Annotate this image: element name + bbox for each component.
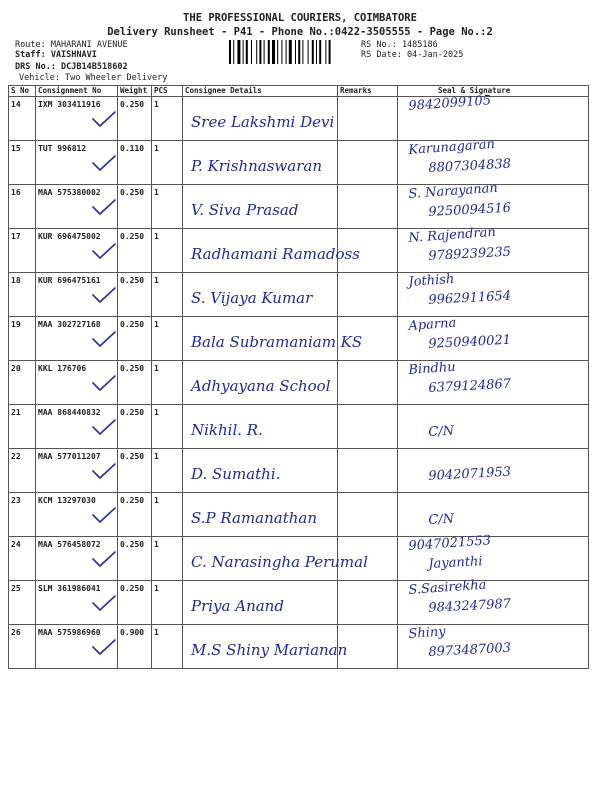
- remarks-cell: [338, 405, 398, 449]
- seal-signature-cell: [398, 273, 589, 317]
- table-row: [9, 97, 589, 141]
- serial-number-cell: 17: [9, 229, 36, 273]
- consignment-number: MAA 577011207: [38, 452, 101, 461]
- consignment-number: KKL 176706: [38, 364, 87, 373]
- tick-mark-icon: [91, 241, 117, 261]
- table-row: [9, 141, 589, 185]
- consignee-name-handwritten: M.S Shiny Marianan: [191, 641, 348, 659]
- consignment-cell: [36, 625, 118, 669]
- tick-mark-icon: [91, 549, 117, 569]
- consignment-number: MAA 576458072: [38, 540, 101, 549]
- table-row: [9, 625, 589, 669]
- consignee-name-handwritten: Nikhil. R.: [191, 421, 263, 439]
- consignment-cell: [36, 317, 118, 361]
- document-title: THE PROFESSIONAL COURIERS, COIMBATORE: [183, 12, 417, 24]
- serial-number-cell: 15: [9, 141, 36, 185]
- pcs-cell: 1: [152, 449, 183, 493]
- consignee-name-handwritten: S. Vijaya Kumar: [191, 289, 313, 307]
- weight-cell: 0.250: [118, 449, 152, 493]
- tick-mark-icon: [91, 593, 117, 613]
- signature-phone-handwritten: Jayanthi: [428, 554, 483, 572]
- signature-phone-handwritten: 9843247987: [428, 596, 512, 616]
- consignment-cell: [36, 537, 118, 581]
- tick-mark-icon: [91, 417, 117, 437]
- signature-phone-handwritten: 6379124867: [428, 376, 512, 396]
- consignment-cell: [36, 229, 118, 273]
- consignee-cell: [183, 185, 338, 229]
- consignee-name-handwritten: Priya Anand: [191, 597, 284, 615]
- consignment-cell: [36, 405, 118, 449]
- consignee-name-handwritten: C. Narasingha Perumal: [191, 553, 368, 571]
- column-header: PCS: [152, 86, 183, 97]
- consignee-cell: [183, 273, 338, 317]
- meta-right: [361, 40, 463, 60]
- column-header: Weight: [118, 86, 152, 97]
- seal-signature-cell: [398, 625, 589, 669]
- serial-number-cell: 20: [9, 361, 36, 405]
- weight-cell: 0.110: [118, 141, 152, 185]
- seal-signature-cell: [398, 577, 589, 625]
- table-row: [9, 317, 589, 361]
- table-row: [9, 229, 589, 273]
- table-row: [9, 537, 589, 581]
- pcs-cell: 1: [152, 229, 183, 273]
- consignment-number: KCM 13297030: [38, 496, 96, 505]
- tick-mark-icon: [91, 373, 117, 393]
- consignee-cell: [183, 229, 360, 273]
- consignee-name-handwritten: Sree Lakshmi Devi: [191, 113, 335, 131]
- signature-handwritten: Bindhu: [408, 359, 457, 378]
- consignment-cell: [36, 361, 118, 405]
- column-header: Remarks: [338, 86, 398, 97]
- consignment-cell: [36, 449, 118, 493]
- remarks-cell: [338, 141, 398, 185]
- pcs-cell: 1: [152, 625, 183, 669]
- consignment-cell: [36, 581, 118, 625]
- consignee-cell: [183, 625, 348, 669]
- signature-phone-handwritten: 9962911654: [428, 288, 512, 308]
- weight-cell: 0.250: [118, 581, 152, 625]
- table-row: [9, 185, 589, 229]
- vehicle-text: Vehicle: Two Wheeler Delivery: [19, 73, 168, 83]
- table-header-row: [9, 86, 589, 97]
- signature-handwritten: Karunagaran: [408, 136, 496, 158]
- consignee-cell: [183, 317, 363, 361]
- pcs-cell: 1: [152, 317, 183, 361]
- consignment-number: KUR 696475161: [38, 276, 101, 285]
- signature-handwritten: Aparna: [408, 315, 457, 334]
- pcs-cell: 1: [152, 97, 183, 141]
- signature-handwritten: 9842099105: [408, 93, 492, 114]
- drs-text: DRS No.: DCJB14B518602: [15, 62, 128, 72]
- signature-phone-handwritten: 9250940021: [428, 332, 512, 352]
- signature-phone-handwritten: C/N: [428, 423, 455, 440]
- consignee-name-handwritten: S.P Ramanathan: [191, 509, 318, 527]
- consignee-name-handwritten: D. Sumathi.: [191, 465, 281, 483]
- seal-signature-cell: [398, 493, 589, 537]
- signature-phone-handwritten: 8807304838: [428, 156, 512, 176]
- column-header: Seal & Signature: [398, 86, 589, 97]
- consignment-cell: [36, 141, 118, 185]
- consignee-name-handwritten: Adhyayana School: [191, 377, 331, 395]
- pcs-cell: 1: [152, 273, 183, 317]
- route-text: Route: MAHARANI AVENUE: [15, 40, 128, 50]
- consignee-cell: [183, 405, 338, 449]
- signature-phone-handwritten: 9789239235: [428, 244, 512, 264]
- pcs-cell: 1: [152, 537, 183, 581]
- consignee-cell: [183, 97, 338, 141]
- tick-mark-icon: [91, 197, 117, 217]
- weight-cell: 0.900: [118, 625, 152, 669]
- consignee-cell: [183, 581, 338, 625]
- consignment-cell: [36, 185, 118, 229]
- signature-handwritten: N. Rajendran: [408, 224, 497, 246]
- pcs-cell: 1: [152, 581, 183, 625]
- serial-number-cell: 26: [9, 625, 36, 669]
- weight-cell: 0.250: [118, 97, 152, 141]
- remarks-cell: [338, 449, 398, 493]
- signature-handwritten: Jothish: [408, 271, 455, 290]
- consignment-number: MAA 868440832: [38, 408, 101, 417]
- serial-number-cell: 23: [9, 493, 36, 537]
- seal-signature-cell: [398, 180, 589, 229]
- signature-phone-handwritten: 8973487003: [428, 640, 512, 660]
- table-row: [9, 493, 589, 537]
- seal-signature-cell: [398, 93, 589, 141]
- consignee-name-handwritten: P. Krishnaswaran: [191, 157, 322, 175]
- consignee-name-handwritten: Bala Subramaniam KS: [191, 333, 363, 351]
- seal-signature-cell: [398, 224, 589, 273]
- table-row: [9, 581, 589, 625]
- serial-number-cell: 14: [9, 97, 36, 141]
- remarks-cell: [338, 581, 398, 625]
- seal-signature-cell: [398, 533, 589, 581]
- tick-mark-icon: [91, 109, 117, 129]
- consignment-cell: [36, 493, 118, 537]
- document-subtitle: Delivery Runsheet - P41 - Phone No.:0422-3505555 - Page No.:2: [107, 26, 493, 38]
- serial-number-cell: 24: [9, 537, 36, 581]
- weight-cell: 0.250: [118, 273, 152, 317]
- signature-handwritten: S. Narayanan: [408, 180, 499, 202]
- seal-signature-cell: [398, 317, 589, 361]
- table-row: [9, 361, 589, 405]
- column-header: S No: [9, 86, 36, 97]
- serial-number-cell: 18: [9, 273, 36, 317]
- remarks-cell: [338, 493, 398, 537]
- pcs-cell: 1: [152, 141, 183, 185]
- seal-signature-cell: [398, 361, 589, 405]
- consignment-cell: [36, 273, 118, 317]
- remarks-cell: [338, 97, 398, 141]
- table-row: [9, 449, 589, 493]
- serial-number-cell: 21: [9, 405, 36, 449]
- remarks-cell: [338, 185, 398, 229]
- consignment-number: MAA 575986960: [38, 628, 101, 637]
- consignee-cell: [183, 537, 368, 581]
- weight-cell: 0.250: [118, 317, 152, 361]
- seal-signature-cell: [398, 449, 589, 493]
- consignment-number: SLM 361986041: [38, 584, 101, 593]
- tick-mark-icon: [91, 637, 117, 657]
- tick-mark-icon: [91, 285, 117, 305]
- barcode: [229, 40, 355, 64]
- table-row: [9, 405, 589, 449]
- serial-number-cell: 16: [9, 185, 36, 229]
- pcs-cell: 1: [152, 405, 183, 449]
- pcs-cell: 1: [152, 361, 183, 405]
- tick-mark-icon: [91, 153, 117, 173]
- rs-number-text: RS No.: 1485186: [361, 40, 438, 50]
- consignment-number: MAA 302727168: [38, 320, 101, 329]
- weight-cell: 0.250: [118, 537, 152, 581]
- tick-mark-icon: [91, 329, 117, 349]
- seal-signature-cell: [398, 405, 589, 449]
- consignment-number: TUT 996812: [38, 144, 87, 153]
- consignment-cell: [36, 97, 118, 141]
- consignee-cell: [183, 361, 338, 405]
- weight-cell: 0.250: [118, 185, 152, 229]
- weight-cell: 0.250: [118, 361, 152, 405]
- weight-cell: 0.250: [118, 493, 152, 537]
- remarks-cell: [338, 361, 398, 405]
- consignment-number: KUR 696475002: [38, 232, 101, 241]
- table-row: [9, 273, 589, 317]
- signature-phone-handwritten: C/N: [428, 511, 455, 528]
- signature-phone-handwritten: 9042071953: [428, 464, 512, 484]
- signature-handwritten: 9047021553: [408, 533, 492, 554]
- consignee-cell: [183, 449, 338, 493]
- serial-number-cell: 25: [9, 581, 36, 625]
- consignment-number: MAA 575380002: [38, 188, 101, 197]
- weight-cell: 0.250: [118, 405, 152, 449]
- consignment-number: IXM 303411916: [38, 100, 101, 109]
- staff-text: Staff: VAISHNAVI: [15, 50, 97, 60]
- consignee-name-handwritten: V. Siva Prasad: [191, 201, 299, 219]
- pcs-cell: 1: [152, 493, 183, 537]
- tick-mark-icon: [91, 505, 117, 525]
- weight-cell: 0.250: [118, 229, 152, 273]
- rs-date-text: RS Date: 04-Jan-2025: [361, 50, 464, 60]
- pcs-cell: 1: [152, 185, 183, 229]
- meta-left: [15, 40, 128, 72]
- tick-mark-icon: [91, 461, 117, 481]
- consignee-cell: [183, 141, 338, 185]
- runsheet-table: [8, 85, 589, 669]
- signature-handwritten: S.Sasirekha: [408, 577, 487, 598]
- column-header: Consignment No: [36, 86, 118, 97]
- consignee-name-handwritten: Radhamani Ramadoss: [191, 245, 360, 263]
- serial-number-cell: 19: [9, 317, 36, 361]
- seal-signature-cell: [398, 136, 589, 185]
- column-header: Consignee Details: [183, 86, 338, 97]
- consignee-cell: [183, 493, 338, 537]
- serial-number-cell: 22: [9, 449, 36, 493]
- signature-phone-handwritten: 9250094516: [428, 200, 512, 220]
- signature-handwritten: Shiny: [408, 624, 447, 642]
- remarks-cell: [338, 273, 398, 317]
